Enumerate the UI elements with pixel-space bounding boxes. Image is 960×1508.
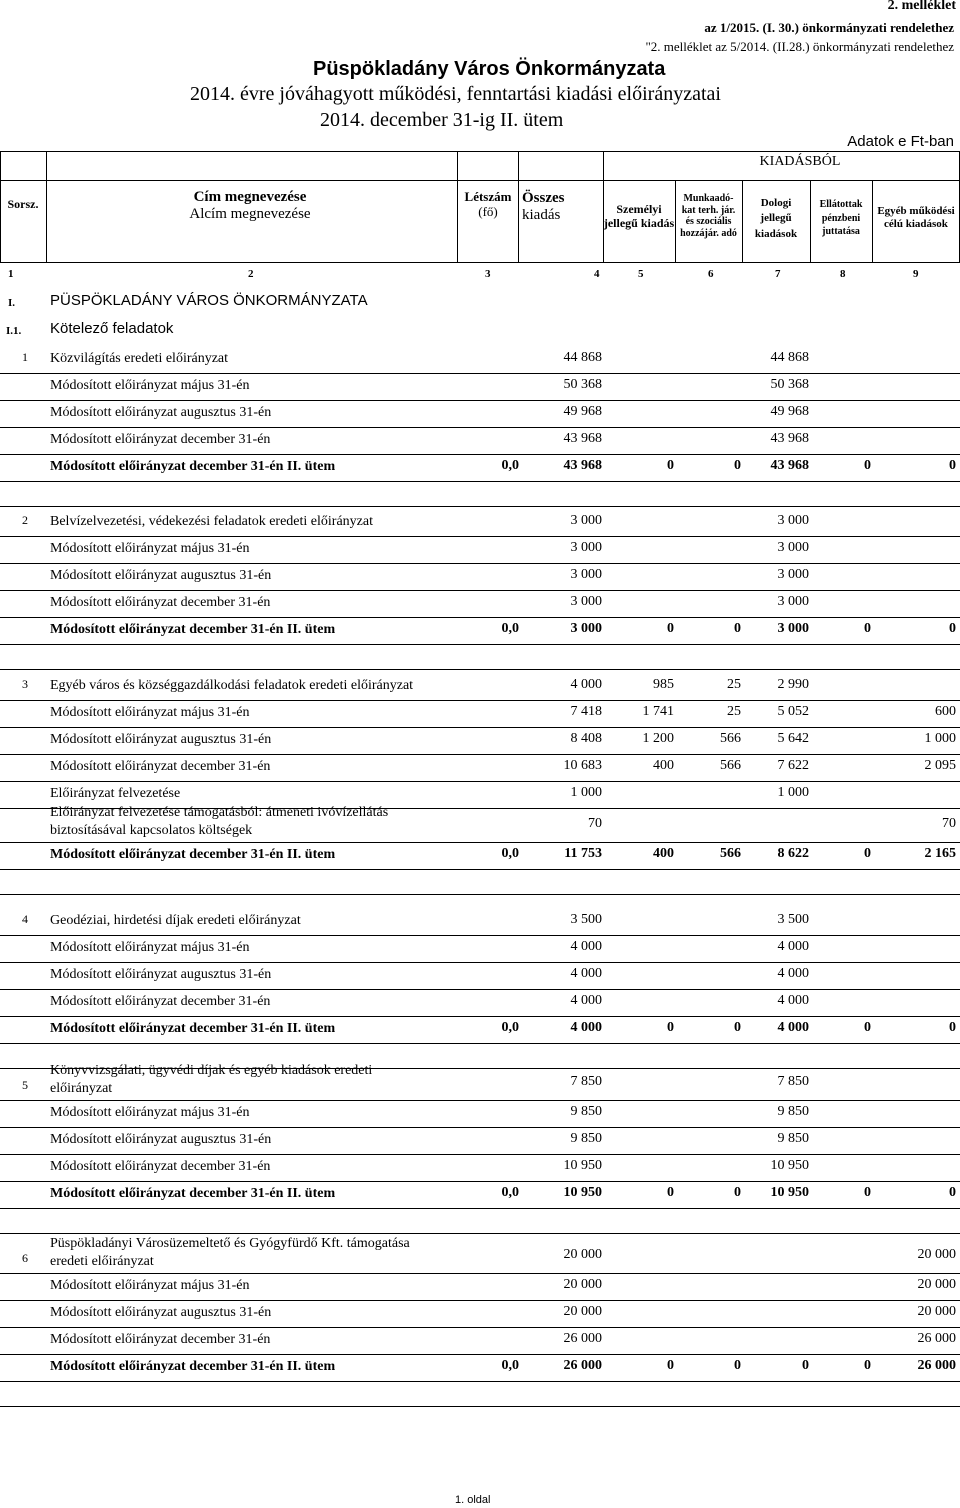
cell-dologi: 10 950 — [770, 1185, 809, 1200]
cell-dologi: 4 000 — [777, 966, 809, 981]
table-row — [0, 1327, 960, 1354]
row-label — [50, 1158, 270, 1176]
col-number: 5 — [638, 268, 644, 280]
cell-osszes: 11 753 — [564, 846, 602, 861]
row-label — [50, 1277, 249, 1295]
row-label — [50, 1131, 271, 1149]
row-label-line: Módosított előirányzat december 31-én II. ütem — [50, 1021, 336, 1036]
cell-osszes: 10 950 — [563, 1158, 602, 1173]
row-label-line: Módosított előirányzat december 31-én — [50, 432, 271, 447]
row-label-line: eredeti előirányzat — [50, 1254, 154, 1270]
cell-osszes: 4 000 — [570, 993, 602, 1008]
row-label — [50, 377, 249, 395]
row-label — [50, 1185, 335, 1203]
col-number: 1 — [8, 268, 14, 280]
row-label — [50, 513, 373, 531]
table-row — [0, 373, 960, 400]
cell-egyeb: 0 — [949, 1185, 956, 1200]
cell-osszes: 4 000 — [570, 677, 602, 692]
col-header-egyeb — [872, 205, 960, 230]
row-label — [50, 939, 249, 957]
col-number: 7 — [775, 268, 781, 280]
col-header-ellatottak — [810, 198, 872, 239]
cell-egyeb: 0 — [949, 458, 956, 473]
col-number: 3 — [485, 268, 491, 280]
cell-osszes: 26 000 — [563, 1331, 602, 1346]
cell-szemelyi: 400 — [653, 758, 674, 773]
col-header-osszes-line2: kiadás — [522, 207, 561, 224]
cell-osszes: 49 968 — [563, 404, 602, 419]
cell-szemelyi: 0 — [667, 458, 674, 473]
row-label — [50, 677, 413, 695]
cell-munka: 25 — [727, 704, 741, 719]
row-label — [50, 1331, 270, 1349]
cell-letszam: 0,0 — [501, 846, 519, 861]
col-header-cim — [150, 189, 350, 224]
spacer-border — [0, 669, 960, 670]
table-row — [0, 754, 960, 781]
cell-dologi: 3 500 — [777, 912, 809, 927]
cell-osszes: 10 950 — [563, 1185, 602, 1200]
row-label-line: Módosított előirányzat május 31-én — [50, 705, 250, 720]
cell-ellat: 0 — [864, 621, 871, 636]
row-label-line: Módosított előirányzat augusztus 31-én — [50, 1305, 272, 1320]
cell-osszes: 3 000 — [570, 621, 602, 636]
cell-szemelyi: 985 — [653, 677, 674, 692]
cell-szemelyi: 0 — [667, 1358, 674, 1373]
cell-letszam: 0,0 — [501, 1358, 519, 1373]
kiadasbol-header: KIADÁSBÓL — [759, 154, 841, 169]
cell-letszam: 0,0 — [501, 1185, 519, 1200]
row-label-line: Módosított előirányzat december 31-én — [50, 994, 271, 1009]
table-row — [0, 935, 960, 962]
col-header-ellatottak-line1: Ellátottak — [819, 199, 863, 210]
row-number: 6 — [22, 1251, 28, 1265]
row-label-line: Módosított előirányzat december 31-én — [50, 1159, 271, 1174]
table-row — [0, 590, 960, 617]
row-label — [50, 621, 335, 639]
row-border — [0, 481, 960, 482]
cell-egyeb: 2 165 — [924, 846, 956, 861]
row-label-line: Módosított előirányzat május 31-én — [50, 940, 250, 955]
row-border — [0, 869, 960, 870]
cell-osszes: 4 000 — [570, 1020, 602, 1035]
cell-dologi: 9 850 — [777, 1104, 809, 1119]
row-border — [0, 1043, 960, 1044]
cell-szemelyi: 1 200 — [642, 731, 674, 746]
spacer-border — [0, 506, 960, 507]
table-row-total — [0, 617, 960, 644]
table-row — [0, 536, 960, 563]
row-label — [50, 1235, 410, 1271]
cell-osszes: 43 968 — [563, 431, 602, 446]
cell-ellat: 0 — [864, 458, 871, 473]
cell-osszes: 26 000 — [563, 1358, 602, 1373]
row-number: 4 — [22, 912, 28, 926]
cell-dologi: 4 000 — [777, 939, 809, 954]
row-label-line: Módosított előirányzat augusztus 31-én — [50, 1132, 272, 1147]
col-number: 8 — [840, 268, 846, 280]
page-number: 1. oldal — [455, 1494, 491, 1506]
table-row — [0, 400, 960, 427]
row-label-line: Módosított előirányzat december 31-én — [50, 759, 271, 774]
table-row — [0, 1236, 960, 1273]
cell-munka: 0 — [734, 1358, 741, 1373]
table-row-total — [0, 842, 960, 869]
cell-munka: 566 — [720, 846, 741, 861]
row-label-line: Módosított előirányzat augusztus 31-én — [50, 967, 272, 982]
row-border — [0, 1381, 960, 1382]
row-label — [50, 594, 270, 612]
cell-osszes: 10 683 — [563, 758, 602, 773]
col-divider — [46, 151, 47, 262]
col-header-osszes-line1: Összes — [522, 190, 565, 206]
cell-osszes: 1 000 — [570, 785, 602, 800]
col-number: 6 — [708, 268, 714, 280]
table-row — [0, 1100, 960, 1127]
section-number: I. — [8, 297, 16, 309]
document-period: 2014. december 31-ig II. ütem — [320, 109, 564, 131]
col-header-szemelyi — [603, 203, 675, 231]
cell-szemelyi: 0 — [667, 1185, 674, 1200]
cell-ellat: 0 — [864, 1358, 871, 1373]
cell-munka: 566 — [720, 758, 741, 773]
cell-dologi: 7 850 — [777, 1074, 809, 1089]
cell-munka: 0 — [734, 621, 741, 636]
header-divider — [0, 180, 960, 181]
row-label-line: Geodéziai, hirdetési díjak eredeti előirányzat — [50, 913, 301, 928]
table-row — [0, 989, 960, 1016]
row-label — [50, 1020, 335, 1038]
table-row — [0, 1273, 960, 1300]
row-border — [0, 644, 960, 645]
col-header-dologi-line3: kiadások — [754, 227, 798, 240]
row-label — [50, 1358, 335, 1376]
cell-dologi: 2 990 — [777, 677, 809, 692]
row-label-line: Módosított előirányzat december 31-én II. ütem — [50, 459, 336, 474]
col-header-munkaado-line3: és szociális — [685, 216, 732, 227]
table-row-total — [0, 1181, 960, 1208]
spacer-border — [0, 1406, 960, 1407]
row-label — [50, 1104, 249, 1122]
cell-egyeb: 1 000 — [924, 731, 956, 746]
cell-osszes: 20 000 — [563, 1277, 602, 1292]
cell-egyeb: 20 000 — [917, 1247, 956, 1262]
spacer-border — [0, 894, 960, 895]
cell-osszes: 8 408 — [570, 731, 602, 746]
col-header-cim-line1: Cím megnevezése — [193, 189, 307, 205]
cell-dologi: 3 000 — [777, 594, 809, 609]
cell-letszam: 0,0 — [501, 458, 519, 473]
cell-dologi: 7 622 — [777, 758, 809, 773]
row-label — [50, 704, 249, 722]
cell-ellat: 0 — [864, 1020, 871, 1035]
cell-osszes: 50 368 — [563, 377, 602, 392]
row-label-line: Előirányzat felvezetése támogatásból: átmeneti ivóvízellátás — [50, 805, 389, 820]
table-row — [0, 1127, 960, 1154]
cell-osszes: 43 968 — [563, 458, 602, 473]
cell-dologi: 3 000 — [777, 621, 809, 636]
row-label-line: előirányzat — [50, 1081, 113, 1097]
row-label-line: Közvilágítás eredeti előirányzat — [50, 351, 229, 366]
table-row — [0, 346, 960, 373]
row-label — [50, 404, 271, 422]
cell-egyeb: 600 — [935, 704, 956, 719]
row-label — [50, 458, 335, 476]
row-label-line: Módosított előirányzat december 31-én — [50, 1332, 271, 1347]
row-label — [50, 846, 335, 864]
col-header-munkaado-line4: hozzájár. adó — [680, 227, 737, 239]
table-row — [0, 673, 960, 700]
row-label-line: Módosított előirányzat augusztus 31-én — [50, 568, 272, 583]
row-label-line: Módosított előirányzat december 31-én II. ütem — [50, 1186, 336, 1201]
cell-dologi: 44 868 — [770, 350, 809, 365]
table-row-total — [0, 454, 960, 481]
table-row — [0, 1154, 960, 1181]
cell-egyeb: 0 — [949, 621, 956, 636]
col-header-osszes — [522, 190, 565, 225]
row-label — [50, 350, 228, 368]
cell-osszes: 9 850 — [570, 1104, 602, 1119]
table-row-total — [0, 1016, 960, 1043]
cell-osszes: 9 850 — [570, 1131, 602, 1146]
row-label — [50, 731, 271, 749]
row-label-line: Egyéb város és községgazdálkodási feladatok eredeti előirányzat — [50, 678, 414, 693]
cell-dologi: 5 642 — [777, 731, 809, 746]
table-row — [0, 805, 960, 842]
cell-egyeb: 26 000 — [917, 1358, 956, 1373]
row-label-line: Módosított előirányzat május 31-én — [50, 1278, 250, 1293]
row-label — [50, 567, 271, 585]
cell-egyeb: 26 000 — [917, 1331, 956, 1346]
subsection-number: I.1. — [6, 325, 22, 337]
column-number-row — [0, 268, 960, 282]
spacer-border — [0, 1233, 960, 1234]
cell-osszes: 20 000 — [563, 1304, 602, 1319]
row-label — [50, 540, 249, 558]
row-label-line: Módosított előirányzat május 31-én — [50, 541, 250, 556]
cell-munka: 25 — [727, 677, 741, 692]
document-title: Püspökladány Város Önkormányzata — [313, 58, 666, 80]
col-header-dologi-line1: Dologi — [760, 197, 792, 209]
row-label-line: Módosított előirányzat augusztus 31-én — [50, 732, 272, 747]
unit-label: Adatok e Ft-ban — [847, 133, 954, 150]
col-number: 2 — [248, 268, 254, 280]
cell-osszes: 44 868 — [563, 350, 602, 365]
col-header-munkaado-line1: Munkaadó- — [683, 193, 734, 204]
col-header-letszam-line1: Létszám — [464, 189, 512, 204]
cell-ellat: 0 — [864, 1185, 871, 1200]
cell-letszam: 0,0 — [501, 621, 519, 636]
cell-dologi: 4 000 — [777, 993, 809, 1008]
col-divider — [518, 151, 519, 262]
cell-osszes: 4 000 — [570, 939, 602, 954]
cell-dologi: 3 000 — [777, 513, 809, 528]
table-row — [0, 427, 960, 454]
cell-dologi: 9 850 — [777, 1131, 809, 1146]
row-label-line: Módosított előirányzat május 31-én — [50, 1105, 250, 1120]
table-row — [0, 1063, 960, 1100]
section-title: PÜSPÖKLADÁNY VÁROS ÖNKORMÁNYZATA — [50, 292, 368, 309]
row-label — [50, 966, 271, 984]
row-label-line: Módosított előirányzat december 31-én II. ütem — [50, 1359, 336, 1374]
cell-osszes: 7 418 — [570, 704, 602, 719]
row-label-line: Könyvvizsgálati, ügyvédi díjak és egyéb kiadások eredeti — [50, 1063, 373, 1078]
cell-munka: 0 — [734, 1020, 741, 1035]
row-label-line: Módosított előirányzat december 31-én — [50, 595, 271, 610]
col-header-egyeb-line1: Egyéb működési — [877, 205, 955, 217]
cell-dologi: 49 968 — [770, 404, 809, 419]
cell-munka: 566 — [720, 731, 741, 746]
cell-dologi: 43 968 — [770, 431, 809, 446]
table-row — [0, 962, 960, 989]
row-label-line: Módosított előirányzat május 31-én — [50, 378, 250, 393]
cell-egyeb: 2 095 — [924, 758, 956, 773]
row-label-line: Módosított előirányzat december 31-én II. ütem — [50, 847, 336, 862]
cell-osszes: 3 000 — [570, 594, 602, 609]
cell-osszes: 7 850 — [570, 1074, 602, 1089]
row-label — [50, 758, 270, 776]
cell-szemelyi: 400 — [653, 846, 674, 861]
table-row — [0, 1300, 960, 1327]
row-number: 3 — [22, 677, 28, 691]
col-header-sorsz: Sorsz. — [7, 197, 39, 211]
cell-osszes: 3 000 — [570, 567, 602, 582]
document-subtitle: 2014. évre jóváhagyott működési, fenntartási kiadási előirányzatai — [190, 83, 721, 105]
table-row — [0, 700, 960, 727]
header-top-border — [0, 151, 960, 152]
cell-egyeb: 70 — [942, 816, 956, 831]
row-label-line: Belvízelvezetési, védekezési feladatok eredeti előirányzat — [50, 514, 373, 529]
col-header-dologi-line2: jellegű — [760, 212, 792, 225]
row-label — [50, 993, 270, 1011]
row-label-line: Módosított előirányzat augusztus 31-én — [50, 405, 272, 420]
annex-title: 2. melléklet — [887, 0, 956, 13]
table-row — [0, 563, 960, 590]
cell-dologi: 3 000 — [777, 567, 809, 582]
cell-osszes: 3 000 — [570, 540, 602, 555]
row-label-line: Előirányzat felvezetése — [50, 786, 181, 801]
header-bottom-border — [0, 262, 960, 263]
subsection-title: Kötelező feladatok — [50, 320, 174, 337]
row-label-line: biztosításával kapcsolatos költségek — [50, 823, 253, 839]
table-row — [0, 509, 960, 536]
col-header-szemelyi-line2: jellegű kiadás — [603, 215, 675, 230]
table-row — [0, 727, 960, 754]
cell-dologi: 8 622 — [777, 846, 809, 861]
row-label-line: Módosított előirányzat december 31-én II. ütem — [50, 622, 336, 637]
row-number: 1 — [22, 350, 28, 364]
col-header-dologi — [742, 196, 810, 242]
cell-osszes: 3 000 — [570, 513, 602, 528]
cell-dologi: 4 000 — [777, 1020, 809, 1035]
cell-dologi: 50 368 — [770, 377, 809, 392]
cell-dologi: 1 000 — [777, 785, 809, 800]
row-label — [50, 1304, 271, 1322]
cell-szemelyi: 0 — [667, 1020, 674, 1035]
table-row — [0, 908, 960, 935]
cell-ellat: 0 — [864, 846, 871, 861]
cell-szemelyi: 1 741 — [642, 704, 674, 719]
cell-egyeb: 0 — [949, 1020, 956, 1035]
cell-dologi: 5 052 — [777, 704, 809, 719]
cell-dologi: 43 968 — [770, 458, 809, 473]
col-header-ellatottak-line3: juttatása — [822, 226, 860, 237]
cell-dologi: 0 — [802, 1358, 809, 1373]
row-label — [50, 1062, 372, 1098]
annex-reference-1: az 1/2015. (I. 30.) önkormányzati rendelethez — [704, 20, 954, 35]
table-row-total — [0, 1354, 960, 1381]
row-border — [0, 1208, 960, 1209]
cell-osszes: 4 000 — [570, 966, 602, 981]
col-header-letszam-line2: (fő) — [478, 203, 498, 219]
row-label — [50, 804, 388, 840]
cell-osszes: 3 500 — [570, 912, 602, 927]
annex-reference-2: "2. melléklet az 5/2014. (II.28.) önkormányzati rendelethez — [645, 39, 954, 54]
col-header-ellatottak-line2: pénzbeni — [821, 212, 861, 224]
col-header-letszam — [458, 190, 518, 220]
row-number: 2 — [22, 513, 28, 527]
row-label — [50, 912, 301, 930]
col-header-munkaado — [675, 193, 742, 239]
cell-egyeb: 20 000 — [917, 1277, 956, 1292]
col-header-munkaado-line2: kat terh. jár. — [681, 204, 736, 216]
col-header-cim-line2: Alcím megnevezése — [189, 206, 311, 223]
cell-osszes: 70 — [588, 816, 602, 831]
col-header-szemelyi-line1: Személyi — [616, 202, 662, 216]
cell-letszam: 0,0 — [501, 1020, 519, 1035]
col-header-egyeb-line2: célú kiadások — [884, 217, 948, 230]
col-number: 4 — [594, 268, 600, 280]
cell-szemelyi: 0 — [667, 621, 674, 636]
col-number: 9 — [913, 268, 919, 280]
row-label — [50, 785, 180, 803]
cell-egyeb: 20 000 — [917, 1304, 956, 1319]
row-number: 5 — [22, 1078, 28, 1092]
cell-osszes: 20 000 — [563, 1247, 602, 1262]
cell-dologi: 10 950 — [770, 1158, 809, 1173]
row-label-line: Püspökladányi Városüzemeltető és Gyógyfürdő Kft. támogatása — [50, 1236, 410, 1251]
cell-munka: 0 — [734, 458, 741, 473]
cell-munka: 0 — [734, 1185, 741, 1200]
row-label — [50, 431, 270, 449]
cell-dologi: 3 000 — [777, 540, 809, 555]
